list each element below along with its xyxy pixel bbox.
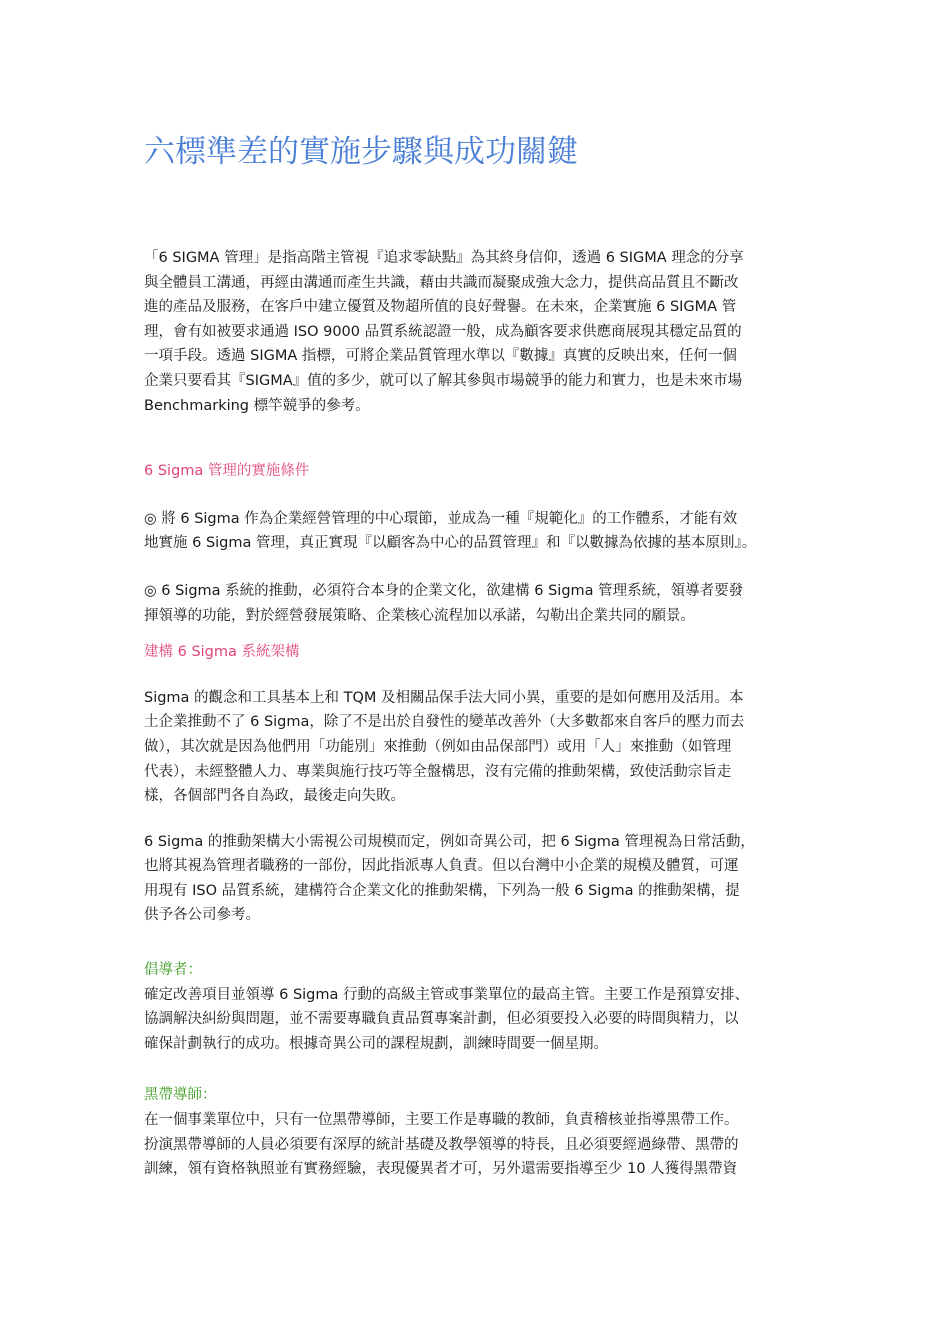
text-line: 6 Sigma 的推動架構大小需視公司規模而定，例如奇異公司，把 6 Sigma 管理視為日常活動， [144, 833, 755, 850]
text-line: 確保計劃執行的成功。根據奇異公司的課程規劃，訓練時間要一個星期。 [144, 1035, 608, 1052]
text-line: 土企業推動不了 6 Sigma，除了不是出於自發性的變革改善外（大多數都來自客戶的壓力而去 [144, 714, 745, 731]
text-line: 「6 SIGMA 管理」是指高階主管視『追求零缺點』為其終身信仰，透過 6 SIGMA 理念的分享 [144, 250, 744, 266]
text-line: 揮領導的功能，對於經營發展策略、企業核心流程加以承諾，勾勒出企業共同的願景。 [144, 607, 695, 624]
text-line: 訓練，領有資格執照並有實務經驗，表現優異者才可，另外還需要指導至少 10 人獲得黑帶資 [144, 1161, 738, 1178]
text-line: 與全體員工溝通，再經由溝通而產生共識，藉由共識而凝聚成強大念力，提供高品質且不斷改 [144, 274, 739, 291]
text-line: 扮演黑帶導師的人員必須要有深厚的統計基礎及教學領導的特長，且必須要經過綠帶、黑帶的 [144, 1136, 739, 1153]
text-line: 企業只要看其『SIGMA』值的多少，就可以了解其參與市場競爭的能力和實力，也是未來市場 [144, 372, 743, 389]
text-line: 在一個事業單位中，只有一位黑帶導師，主要工作是專職的教師，負責稽核並指導黑帶工作。 [144, 1112, 739, 1129]
body-paragraph [144, 686, 816, 809]
intro-paragraph [144, 246, 816, 418]
role-description [144, 983, 816, 1057]
page-title: 六標準差的實施步驟與成功關鍵 [144, 134, 578, 170]
text-line: 確定改善項目並領導 6 Sigma 行動的高級主管或事業單位的最高主管。主要工作是預算安排、 [144, 986, 749, 1003]
text-line: 進的產品及服務，在客戶中建立優質及物超所值的良好聲譽。在未來，企業實施 6 SIGMA 管 [144, 299, 737, 316]
text-line: 用現有 ISO 品質系統，建構符合企業文化的推動架構，下列為一般 6 Sigma 的推動架構，提 [144, 882, 740, 899]
text-line: 協調解決糾紛與問題，並不需要專職負責品質專案計劃，但必須要投入必要的時間與精力，以 [144, 1011, 739, 1028]
role-heading-master-black-belt: 黑帶導師： [144, 1087, 217, 1104]
role-description [144, 1108, 816, 1182]
section-heading-implementation-conditions: 6 Sigma 管理的實施條件 [144, 463, 310, 480]
text-line: 樣，各個部門各自為政，最後走向失敗。 [144, 788, 405, 805]
text-line: Sigma 的觀念和工具基本上和 TQM 及相關品保手法大同小異，重要的是如何應用及活用。本 [144, 689, 744, 706]
text-line: 也將其視為管理者職務的一部份，因此指派專人負責。但以台灣中小企業的規模及體質，可運 [144, 858, 739, 875]
document-body [144, 246, 816, 1182]
text-line: 一項手段。透過 SIGMA 指標，可將企業品質管理水準以『數據』真實的反映出來，任何一個 [144, 348, 737, 365]
bullet-paragraph [144, 579, 816, 628]
text-line: 供予各公司參考。 [144, 907, 260, 924]
text-line: 代表），未經整體人力、專業與施行技巧等全盤構思，沒有完備的推動架構，致使活動宗旨走 [144, 763, 732, 780]
text-line: Benchmarking 標竿競爭的參考。 [144, 397, 370, 414]
text-line: 地實施 6 Sigma 管理，真正實現『以顧客為中心的品質管理』和『以數據為依據的基本原則』。 [144, 535, 757, 552]
section-heading-system-architecture: 建構 6 Sigma 系統架構 [144, 644, 300, 661]
bullet-paragraph [144, 507, 816, 556]
body-paragraph [144, 830, 816, 928]
text-line: 理，會有如被要求通過 ISO 9000 品質系統認證一般，成為顧客要求供應商展現其穩定品質的 [144, 323, 742, 340]
text-line: ◎ 6 Sigma 系統的推動，必須符合本身的企業文化，欲建構 6 Sigma 管理系統，領導者要發 [144, 582, 744, 599]
role-heading-champion: 倡導者： [144, 962, 202, 979]
text-line: 做），其次就是因為他們用「功能別」來推動（例如由品保部門）或用「人」來推動（如管理 [144, 738, 732, 755]
text-line: ◎ 將 6 Sigma 作為企業經營管理的中心環節，並成為一種『規範化』的工作體系，才能有效 [144, 510, 738, 527]
